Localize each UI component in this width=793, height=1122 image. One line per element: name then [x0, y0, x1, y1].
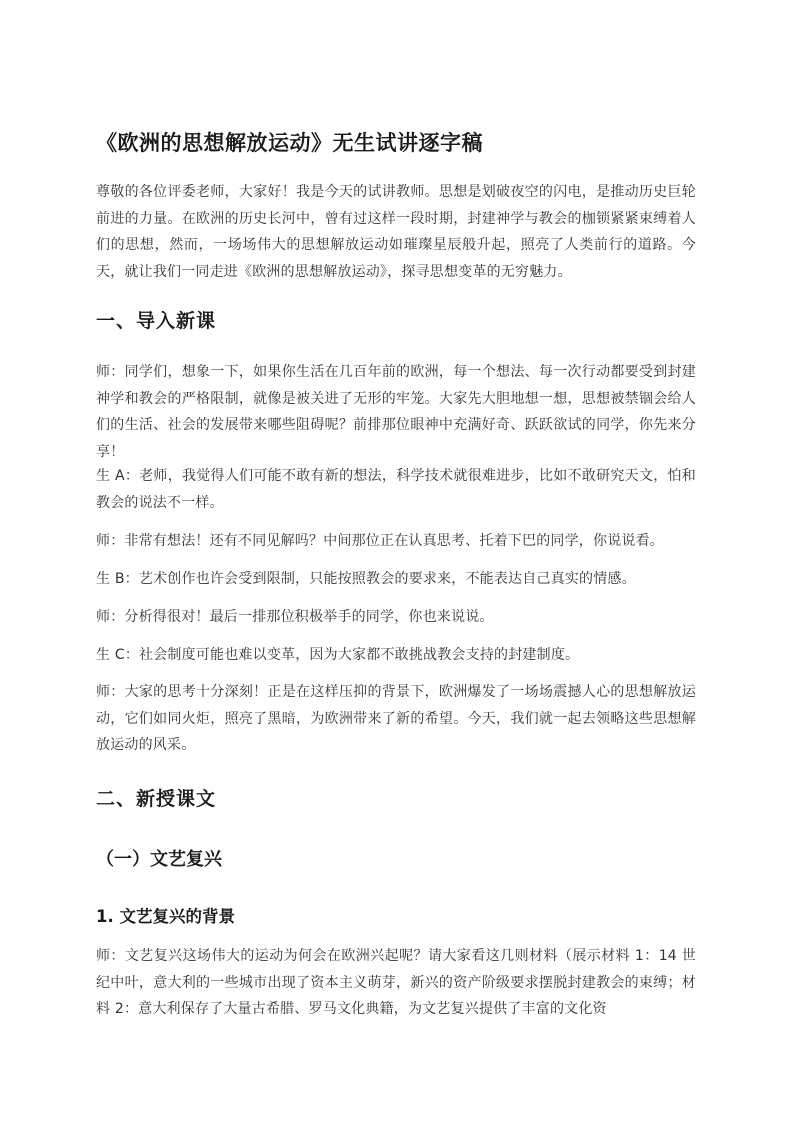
subsubsection-heading: 1. 文艺复兴的背景: [96, 907, 235, 926]
lesson-paragraph: 师：文艺复兴这场伟大的运动为何会在欧洲兴起呢？请大家看这几则材料（展示材料 1：14 世纪中叶，意大利的一些城市出现了资本主义萌芽，新兴的资产阶级要求摆脱封建教会的束缚；材料 2：意大利保存了大量古希腊、罗马文化典籍，为文艺复兴提供了丰富的文化资: [96, 948, 696, 1017]
dialogue-paragraph: 师：同学们，想象一下，如果你生活在几百年前的欧洲，每一个想法、每一次行动都要受到封建神学和教会的严格限制，就像是被关进了无形的牢笼。大家先大胆地想一想，思想被禁锢会给人们的生活、社会的发展带来哪些阻碍呢？前排那位眼神中充满好奇、跃跃欲试的同学，你先来分享！: [96, 364, 696, 460]
section-heading-new-lesson: 二、新授课文: [96, 788, 217, 810]
subsection-heading: （一）文艺复兴: [96, 849, 222, 870]
dialogue-paragraph: 生 A：老师，我觉得人们可能不敢有新的想法，科学技术就很难进步，比如不敢研究天文，怕和教会的说法不一样。: [96, 468, 696, 511]
document-title: 《欧洲的思想解放运动》无生试讲逐字稿: [96, 131, 483, 155]
dialogue-paragraph: 生 B：艺术创作也许会受到限制，只能按照教会的要求来，不能表达自己真实的情感。: [96, 571, 636, 587]
section-heading-intro: 一、导入新课: [96, 310, 217, 332]
dialogue-paragraph: 师：大家的思考十分深刻！正是在这样压抑的背景下，欧洲爆发了一场场震撼人心的思想解放运动，它们如同火炬，照亮了黑暗，为欧洲带来了新的希望。今天，我们就一起去领略这些思想解放运动的风采。: [96, 684, 696, 753]
intro-paragraph: 尊敬的各位评委老师，大家好！我是今天的试讲教师。思想是划破夜空的闪电，是推动历史巨轮前进的力量。在欧洲的历史长河中，曾有过这样一段时期，封建神学与教会的枷锁紧紧束缚着人们的思想，然而，一场场伟大的思想解放运动如璀璨星辰般升起，照亮了人类前行的道路。今天，就让我们一同走进《欧洲的思想解放运动》，探寻思想变革的无穷魅力。: [96, 184, 696, 280]
dialogue-paragraph: 师：分析得很对！最后一排那位积极举手的同学，你也来说说。: [96, 609, 494, 625]
dialogue-paragraph: 生 C：社会制度可能也难以变革，因为大家都不敢挑战教会支持的封建制度。: [96, 647, 580, 663]
dialogue-paragraph: 师：非常有想法！还有不同见解吗？中间那位正在认真思考、托着下巴的同学，你说说看。: [96, 533, 664, 549]
